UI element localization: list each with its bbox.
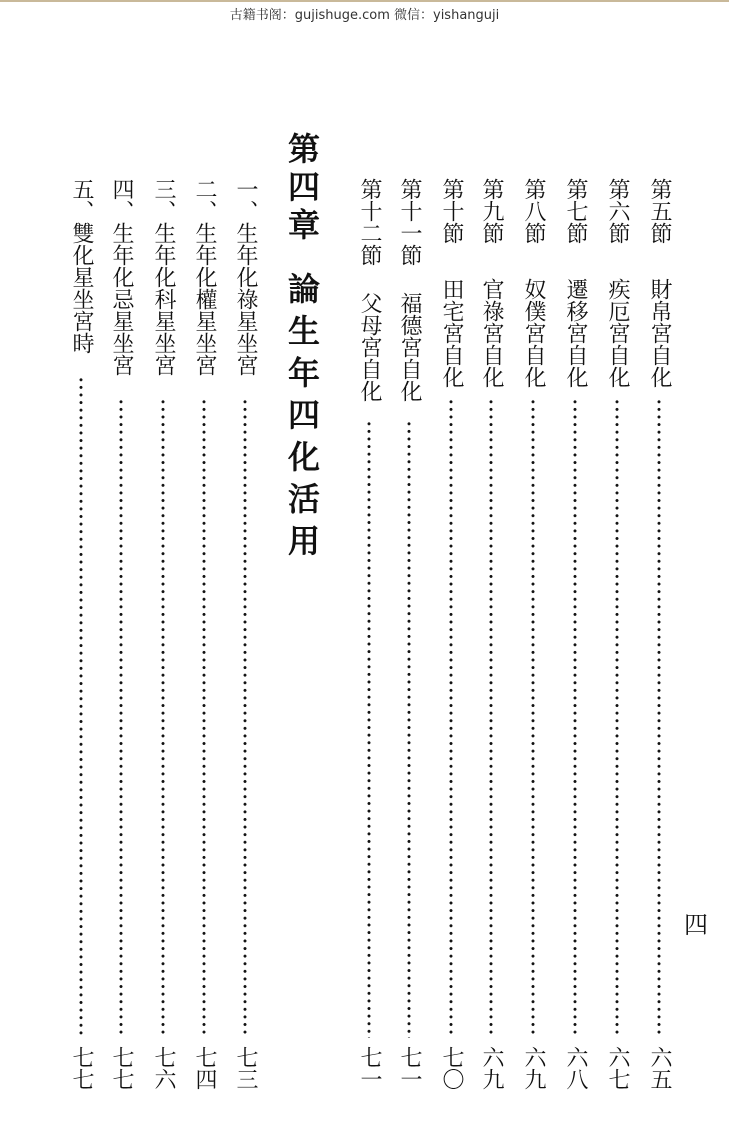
section-title: 田宅宮自化 — [439, 278, 464, 388]
item-page: 七七 — [69, 1046, 94, 1090]
dot-leader — [119, 398, 123, 1038]
section-title: 官祿宮自化 — [479, 278, 504, 388]
dot-leader — [615, 398, 619, 1038]
chapter-title: 論生年四化活用 — [283, 272, 321, 566]
section-prefix: 第十節 — [439, 178, 464, 244]
section-page: 六九 — [479, 1046, 504, 1090]
item-label: 一、生年化祿星坐宮 — [233, 178, 258, 376]
item-label: 五、雙化星坐宮時 — [69, 178, 94, 354]
chapter-label: 第四章 — [283, 132, 321, 246]
dot-leader — [79, 376, 83, 1038]
section-page: 六七 — [605, 1046, 630, 1090]
dot-leader — [489, 398, 493, 1038]
item-label: 四、生年化忌星坐宮 — [109, 178, 134, 376]
section-prefix: 第八節 — [521, 178, 546, 244]
dot-leader — [243, 398, 247, 1038]
dot-leader — [202, 398, 206, 1038]
dot-leader — [407, 420, 411, 1038]
item-page: 七七 — [109, 1046, 134, 1090]
item-label: 二、生年化權星坐宮 — [192, 178, 217, 376]
dot-leader — [573, 398, 577, 1038]
section-title: 父母宮自化 — [357, 292, 382, 402]
item-page: 七四 — [192, 1046, 217, 1090]
section-title: 遷移宮自化 — [563, 278, 588, 388]
section-prefix: 第六節 — [605, 178, 630, 244]
section-prefix: 第九節 — [479, 178, 504, 244]
dot-leader — [531, 398, 535, 1038]
section-prefix: 第十二節 — [357, 178, 382, 266]
section-prefix: 第五節 — [647, 178, 672, 244]
section-title: 疾厄宮自化 — [605, 278, 630, 388]
dot-leader — [161, 398, 165, 1038]
section-title: 福德宮自化 — [397, 292, 422, 402]
section-prefix: 第七節 — [563, 178, 588, 244]
item-page: 七六 — [151, 1046, 176, 1090]
dot-leader — [657, 398, 661, 1038]
dot-leader — [449, 398, 453, 1038]
section-title: 財帛宮自化 — [647, 278, 672, 388]
item-label: 三、生年化科星坐宮 — [151, 178, 176, 376]
page-number: 四 — [684, 911, 708, 939]
watermark: 古籍书阁：gujishuge.com 微信：yishanguji — [229, 8, 500, 23]
dot-leader — [367, 420, 371, 1038]
section-prefix: 第十一節 — [397, 178, 422, 266]
top-border-line — [0, 0, 729, 2]
section-page: 六八 — [563, 1046, 588, 1090]
section-page: 六九 — [521, 1046, 546, 1090]
section-page: 七〇 — [439, 1046, 464, 1090]
section-page: 七一 — [397, 1046, 422, 1090]
item-page: 七三 — [233, 1046, 258, 1090]
section-page: 七一 — [357, 1046, 382, 1090]
section-title: 奴僕宮自化 — [521, 278, 546, 388]
section-page: 六五 — [647, 1046, 672, 1090]
